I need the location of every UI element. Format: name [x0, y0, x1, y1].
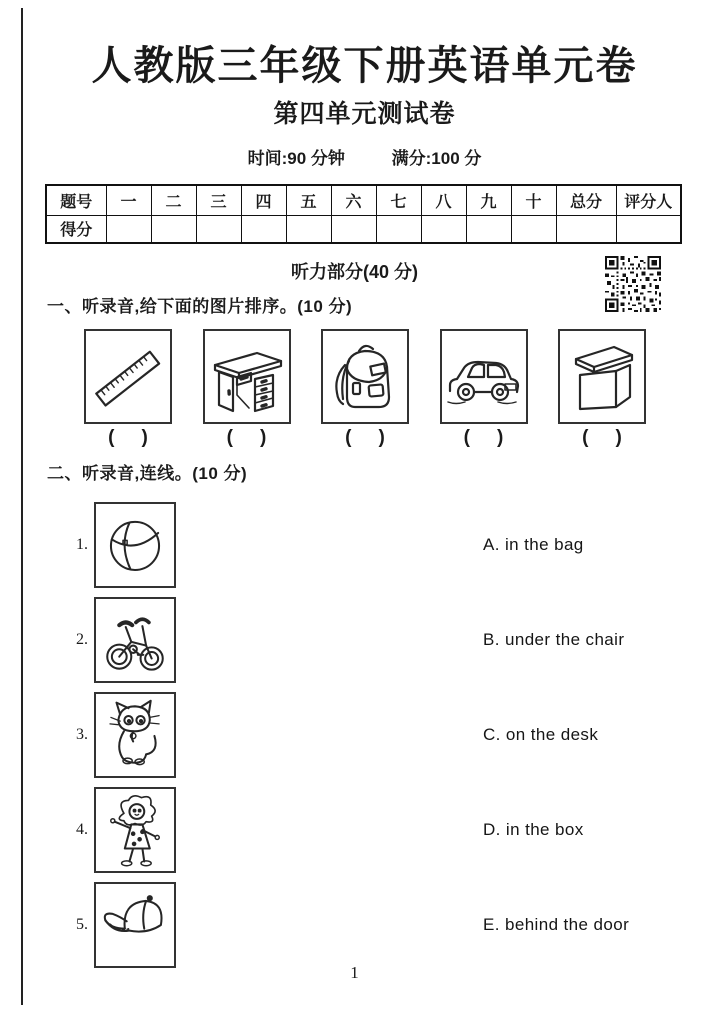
col-header: 五	[286, 185, 331, 215]
col-header: 三	[196, 185, 241, 215]
match-row	[0, 881, 709, 969]
paren-open: (	[345, 427, 352, 448]
paren-open: (	[226, 427, 233, 448]
paren-close: )	[141, 427, 148, 448]
score-cell	[421, 215, 466, 243]
answer-blank	[321, 427, 409, 449]
col-header: 四	[241, 185, 286, 215]
score-cell	[196, 215, 241, 243]
score-cell	[511, 215, 556, 243]
score-cell	[466, 215, 511, 243]
score-cell	[151, 215, 196, 243]
paren-close: )	[615, 427, 622, 448]
col-header: 总分	[556, 185, 616, 215]
col-header: 九	[466, 185, 511, 215]
col-header: 题号	[46, 185, 106, 215]
cap-image	[98, 886, 172, 964]
paren-close: )	[260, 427, 267, 448]
match-option: A. in the bag	[483, 535, 584, 554]
score-cell	[556, 215, 616, 243]
score-row-label: 得分	[46, 215, 106, 243]
picture-item	[94, 502, 176, 588]
score-cell	[331, 215, 376, 243]
match-option: B. under the chair	[483, 630, 625, 649]
schoolbag-image	[325, 335, 405, 419]
item-number: 4.	[76, 821, 88, 838]
listening-section-title: 听力部分(40 分)	[290, 262, 418, 282]
col-header: 六	[331, 185, 376, 215]
part1-heading: 一、听录音,给下面的图片排序。(10 分)	[47, 297, 353, 316]
ruler-image	[88, 335, 168, 419]
picture-item	[558, 329, 646, 424]
col-header: 八	[421, 185, 466, 215]
match-option: D. in the box	[483, 820, 584, 839]
answer-blank	[558, 427, 646, 449]
bicycle-image	[98, 601, 172, 679]
paren-open: (	[108, 427, 115, 448]
girl-image	[98, 791, 172, 869]
item-number: 2.	[76, 631, 88, 648]
answer-blank	[440, 427, 528, 449]
paren-open: (	[582, 427, 589, 448]
item-number: 5.	[76, 916, 88, 933]
page-number: 1	[350, 963, 359, 982]
col-header: 十	[511, 185, 556, 215]
picture-item	[84, 329, 172, 424]
part2-heading: 二、听录音,连线。(10 分)	[47, 464, 248, 483]
picture-item	[440, 329, 528, 424]
match-option: C. on the desk	[483, 725, 599, 744]
qr-code-icon	[605, 256, 661, 312]
car-image	[444, 335, 524, 419]
item-number: 1.	[76, 536, 88, 553]
paren-close: )	[378, 427, 385, 448]
score-table-score-row	[46, 215, 681, 243]
score-cell	[376, 215, 421, 243]
picture-item	[94, 787, 176, 873]
item-number: 3.	[76, 726, 88, 743]
box-image	[562, 335, 642, 419]
picture-item	[321, 329, 409, 424]
paper-subtitle: 第四单元测试卷	[273, 100, 456, 128]
exam-full-score: 满分:100 分	[391, 149, 482, 168]
cat-image	[98, 696, 172, 774]
match-row	[0, 786, 709, 874]
desk-image	[207, 335, 287, 419]
ball-image	[98, 506, 172, 584]
score-table	[45, 184, 682, 244]
paren-close: )	[497, 427, 504, 448]
picture-item	[203, 329, 291, 424]
col-header: 二	[151, 185, 196, 215]
exam-info	[30, 144, 699, 169]
answer-blank	[84, 427, 172, 449]
answer-blank	[203, 427, 291, 449]
match-option: E. behind the door	[483, 915, 630, 934]
match-row	[0, 501, 709, 589]
picture-item	[94, 692, 176, 778]
score-cell	[286, 215, 331, 243]
score-cell	[241, 215, 286, 243]
paper-title: 人教版三年级下册英语单元卷	[91, 44, 638, 88]
paren-open: (	[463, 427, 470, 448]
picture-item	[94, 597, 176, 683]
score-cell	[616, 215, 681, 243]
score-cell	[106, 215, 151, 243]
col-header: 七	[376, 185, 421, 215]
picture-item	[94, 882, 176, 968]
match-row	[0, 691, 709, 779]
match-row	[0, 596, 709, 684]
col-header: 评分人	[616, 185, 681, 215]
part1-answer-row	[84, 427, 646, 449]
col-header: 一	[106, 185, 151, 215]
part1-picture-row	[84, 329, 646, 424]
score-table-header-row	[46, 185, 681, 215]
exam-time: 时间:90 分钟	[247, 149, 345, 168]
